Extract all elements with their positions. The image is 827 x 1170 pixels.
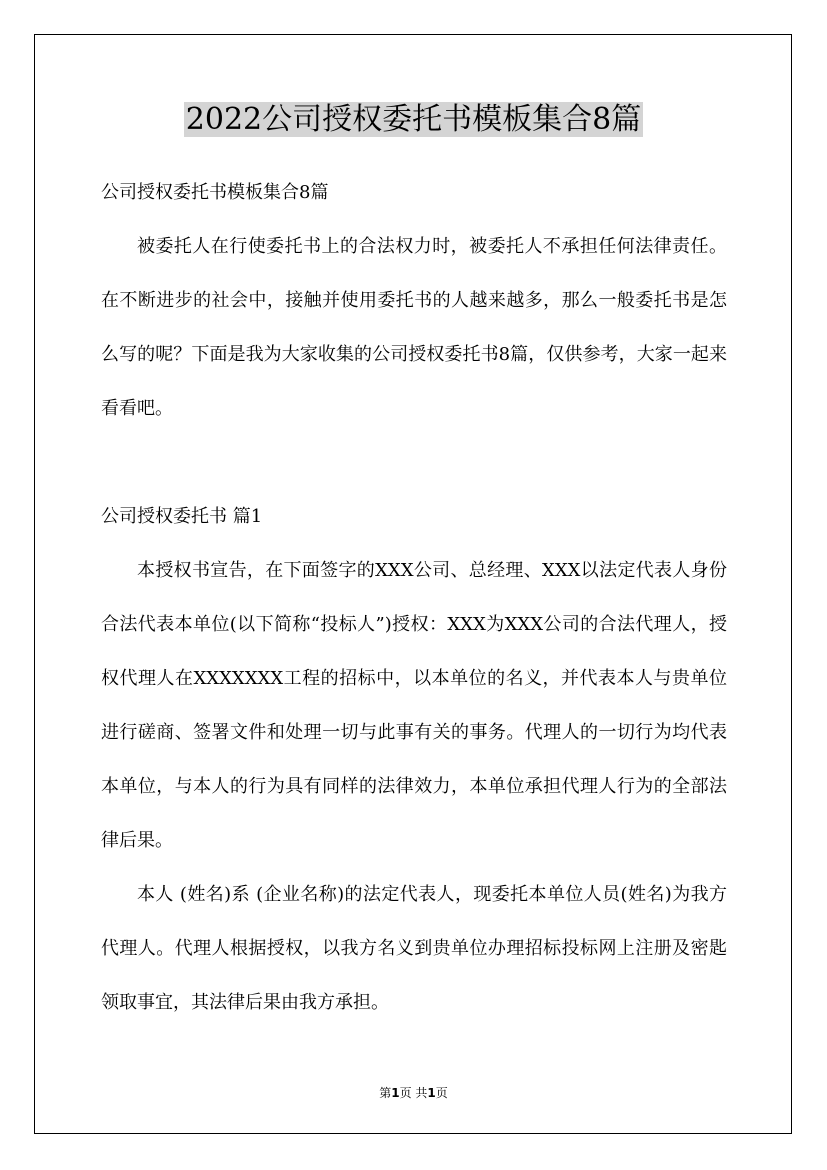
section-paragraph-2: 本人 (姓名)系 (企业名称)的法定代表人，现委托本单位人员(姓名)为我方代理人。代理人根据授权，以我方名义到贵单位办理招标投标网上注册及密匙领取事宜，其法律后果由我方承担。: [101, 884, 727, 1013]
document-title-text: 2022公司授权委托书模板集合8篇: [185, 102, 642, 137]
footer-total-pages: 1: [427, 1086, 436, 1100]
intro-paragraph: 被委托人在行使委托书上的合法权力时，被委托人不承担任何法律责任。在不断进步的社会中，接触并使用委托书的人越来越多，那么一般委托书是怎么写的呢？下面是我为大家收集的公司授权委托书8篇，仅供参考，大家一起来看看吧。: [101, 236, 727, 419]
footer-page-number: 1: [391, 1086, 400, 1100]
page-footer: [0, 1084, 827, 1102]
document-title: [0, 96, 827, 144]
section-heading: 公司授权委托书 篇1: [101, 506, 263, 527]
footer-suffix: 页: [435, 1086, 448, 1100]
paragraph-gap: [101, 436, 727, 490]
section-paragraph-1: 本授权书宣告，在下面签字的XXX公司、总经理、XXX以法定代表人身份合法代表本单位(以下简称“投标人”)授权：XXX为XXX公司的合法代理人，授权代理人在XXXXXXX工程的招标中，以本单位的名义，并代表本人与贵单位进行磋商、签署文件和处理一切与此事有关的事务。代理人的一切行为均代表本单位，与本人的行为具有同样的法律效力，本单位承担代理人行为的全部法律后果。: [101, 560, 727, 851]
document-subtitle: 公司授权委托书模板集合8篇: [101, 182, 329, 203]
document-body: [101, 220, 727, 1030]
footer-mid: 页 共: [399, 1086, 428, 1100]
footer-prefix: 第: [379, 1086, 392, 1100]
